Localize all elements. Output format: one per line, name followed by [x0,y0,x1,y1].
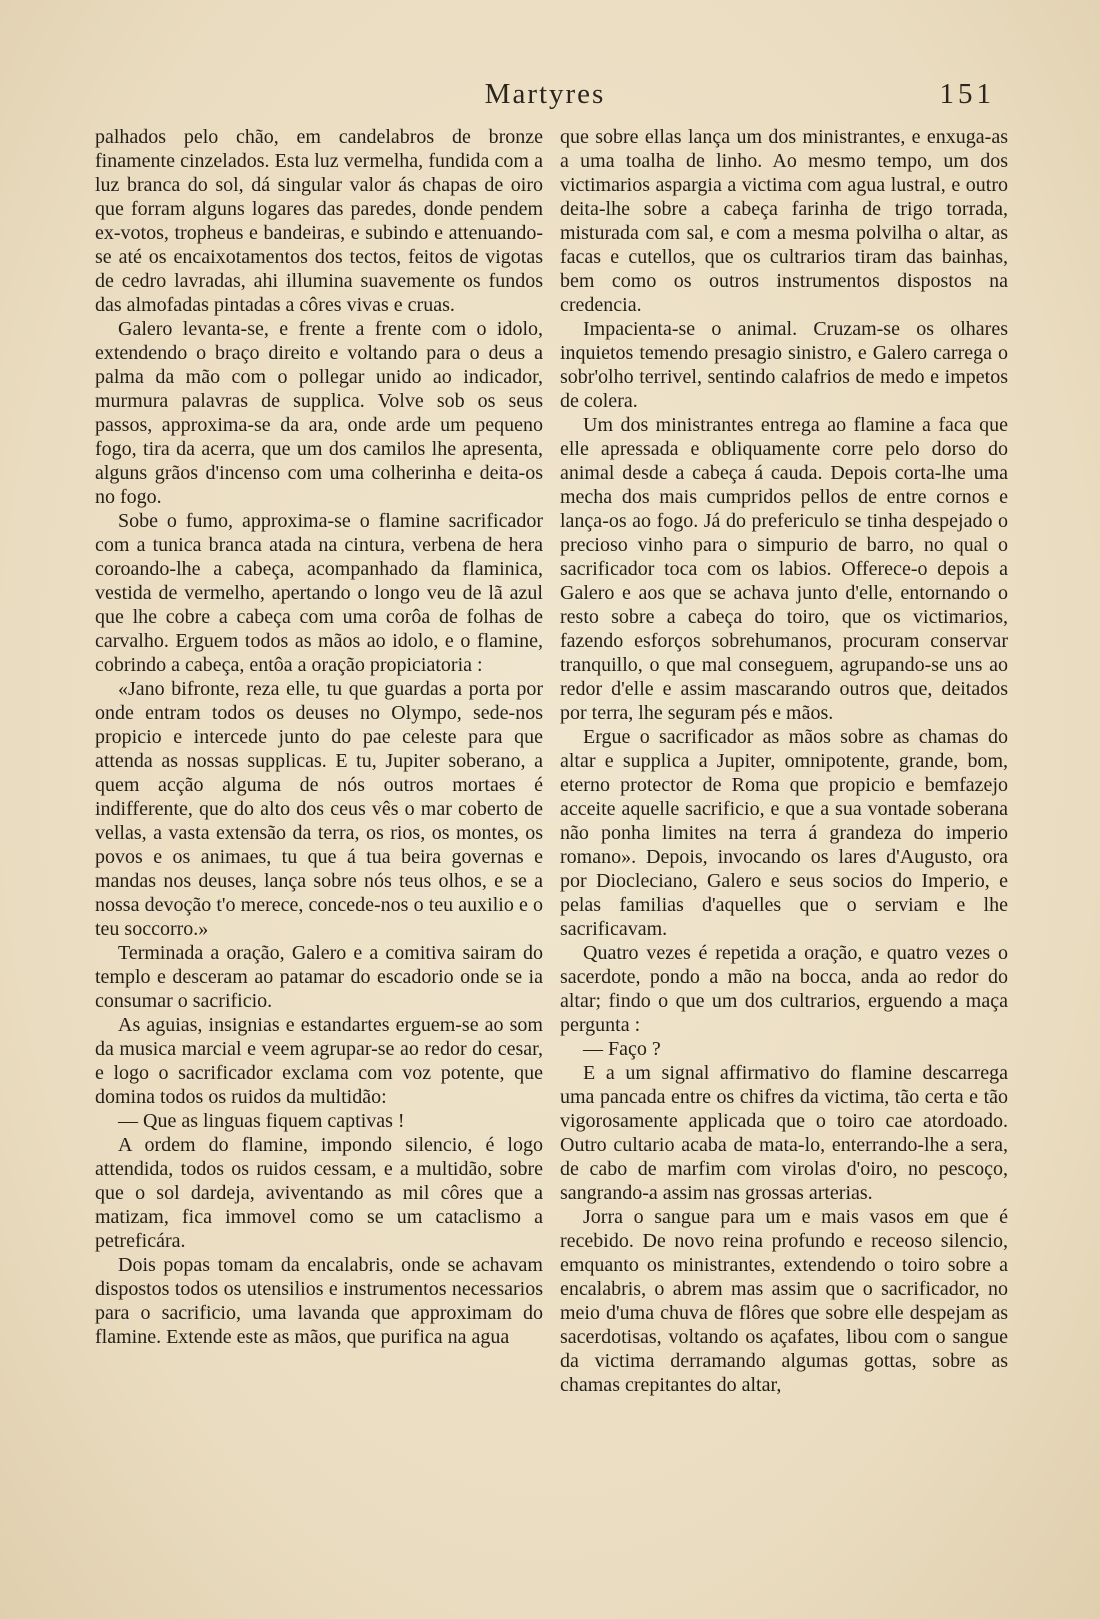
paragraph: A ordem do flamine, impondo silencio, é logo attendida, todos os ruidos cessam, e a multidão, sobre que o sol dardeja, aviventando as mil côres que a matizam, fica immovel como se um cataclismo a petreficára. [95,1134,543,1252]
paragraph: E a um signal affirmativo do flamine descarrega uma pancada entre os chifres da victima, tão certa e tão vigorosamente applicada que o toiro cae atordoado. Outro cultario acaba de mata-lo, enterrando-lhe a sera, de cabo de marfim com virolas d'oiro, no pescoço, sangrando-a assim nas grossas arterias. [560,1062,1008,1204]
paragraph: Sobe o fumo, approxima-se o flamine sacrificador com a tunica branca atada na cintura, verbena de hera coroando-lhe a cabeça, acompanhado da flaminica, vestida de vermelho, apertando o longo veu de lã azul que lhe cobre a cabeça com uma corôa de folhas de carvalho. Erguem todos as mãos ao idolo, e o flamine, cobrindo a cabeça, entôa a oração propiciatoria : [95,510,543,676]
paragraph: Galero levanta-se, e frente a frente com o idolo, extendendo o braço direito e voltando para o deus a palma da mão com o pollegar unido ao indicador, murmura palavras de supplica. Volve sob os seus passos, approxima-se da ara, onde arde um pequeno fogo, tira da acerra, que um dos camilos lhe apresenta, alguns grãos d'incenso com uma colherinha e deita-os no fogo. [95,318,543,508]
paragraph: As aguias, insignias e estandartes erguem-se ao som da musica marcial e veem agrupar-se ao redor do cesar, e logo o sacrificador exclama com voz potente, que domina todos os ruidos da multidão: [95,1014,543,1108]
paragraph: Dois popas tomam da encalabris, onde se achavam dispostos todos os utensilios e instrumentos necessarios para o sacrificio, uma lavanda que approximam do flamine. Extende este as mãos, que purifica na agua [95,1254,543,1348]
paragraph: Terminada a oração, Galero e a comitiva sairam do templo e desceram ao patamar do escadorio onde se ia consumar o sacrificio. [95,942,543,1012]
paragraph: Ergue o sacrificador as mãos sobre as chamas do altar e supplica a Jupiter, omnipotente, grande, bom, eterno protector de Roma que propicio e bemfazejo acceite aquelle sacrificio, e que a sua vontade soberana não ponha limites na terra á grandeza do imperio romano». Depois, invocando os lares d'Augusto, ora por Diocleciano, Galero e seus socios do Imperio, e pelas familias d'aquelles que o serviam e lhe sacrificavam. [560,726,1008,940]
paragraph: que sobre ellas lança um dos ministrantes, e enxuga-as a uma toalha de linho. Ao mesmo tempo, um dos victimarios aspargia a victima com agua lustral, e outro deita-lhe sobre a cabeça farinha de trigo torrada, misturada com sal, e com a mesma polvilha o altar, as facas e cutellos, que os cultrarios tiram das bainhas, bem como os outros instrumentos dispostos na credencia. [560,126,1008,316]
paragraph: Jorra o sangue para um e mais vasos em que é recebido. De novo reina profundo e receoso silencio, emquanto os ministrantes, extendendo o toiro sobre a encalabris, o abrem mas assim que o sacrificador, no meio d'uma chuva de flôres que sobre elle despejam as sacerdotisas, voltando os açafates, libou com o sangue da victima derramando algumas gottas, sobre as chamas crepitantes do altar, [560,1206,1008,1396]
paragraph: Quatro vezes é repetida a oração, e quatro vezes o sacerdote, pondo a mão na bocca, anda ao redor do altar; findo o que um dos cultrarios, erguendo a maça pergunta : [560,942,1008,1036]
paragraph: «Jano bifronte, reza elle, tu que guardas a porta por onde entram todos os deuses no Olympo, sede-nos propicio e intercede junto do pae celeste para que attenda as nossas supplicas. E tu, Jupiter soberano, a quem acção alguma de nós outros mortaes é indifferente, que do alto dos ceus vês o mar coberto de vellas, a vasta extensão da terra, os rios, os montes, os povos e os animaes, tu que á tua beira governas e mandas nos deuses, lança sobre nós teus olhos, e se a nossa devoção t'o merece, concede-nos o teu auxilio e o teu soccorro.» [95,678,543,940]
page-number: 151 [939,78,995,110]
running-title: Martyres [484,78,606,110]
paragraph: palhados pelo chão, em candelabros de bronze finamente cinzelados. Esta luz vermelha, fundida com a luz branca do sol, dá singular valor ás chapas de oiro que forram alguns logares das paredes, donde pendem ex-votos, tropheus e bandeiras, e subindo e attenuando-se até os encaixotamentos dos tectos, feitos de vigotas de cedro lavradas, ahi illumina suavemente os fundos das almofadas pintadas a côres vivas e cruas. [95,126,543,316]
paragraph: Um dos ministrantes entrega ao flamine a faca que elle apressada e obliquamente corre pelo dorso do animal desde a cabeça á cauda. Depois corta-lhe uma mecha dos mais cumpridos pellos de entre cornos e lança-os ao fogo. Já do prefericulo se tinha despejado o precioso vinho para o simpurio de barro, no qual o sacrificador toca com os labios. Offerece-o depois a Galero e aos que se achava junto d'elle, entornando o resto sobre a cabeça do toiro, que os victimarios, fazendo esforços sobrehumanos, procuram conservar tranquillo, o que mal conseguem, agrupando-se uns ao redor d'elle e assim mascarando outros que, deitados por terra, lhe seguram pés e mãos. [560,414,1008,724]
paragraph: Impacienta-se o animal. Cruzam-se os olhares inquietos temendo presagio sinistro, e Galero carrega o sobr'olho terrivel, sentindo calafrios de medo e impetos de colera. [560,318,1008,412]
paragraph: — Faço ? [583,1038,661,1060]
paragraph: — Que as linguas fiquem captivas ! [118,1110,405,1132]
right-text-column [560,125,1008,1397]
left-text-column [95,125,543,1349]
page-header [95,78,995,118]
